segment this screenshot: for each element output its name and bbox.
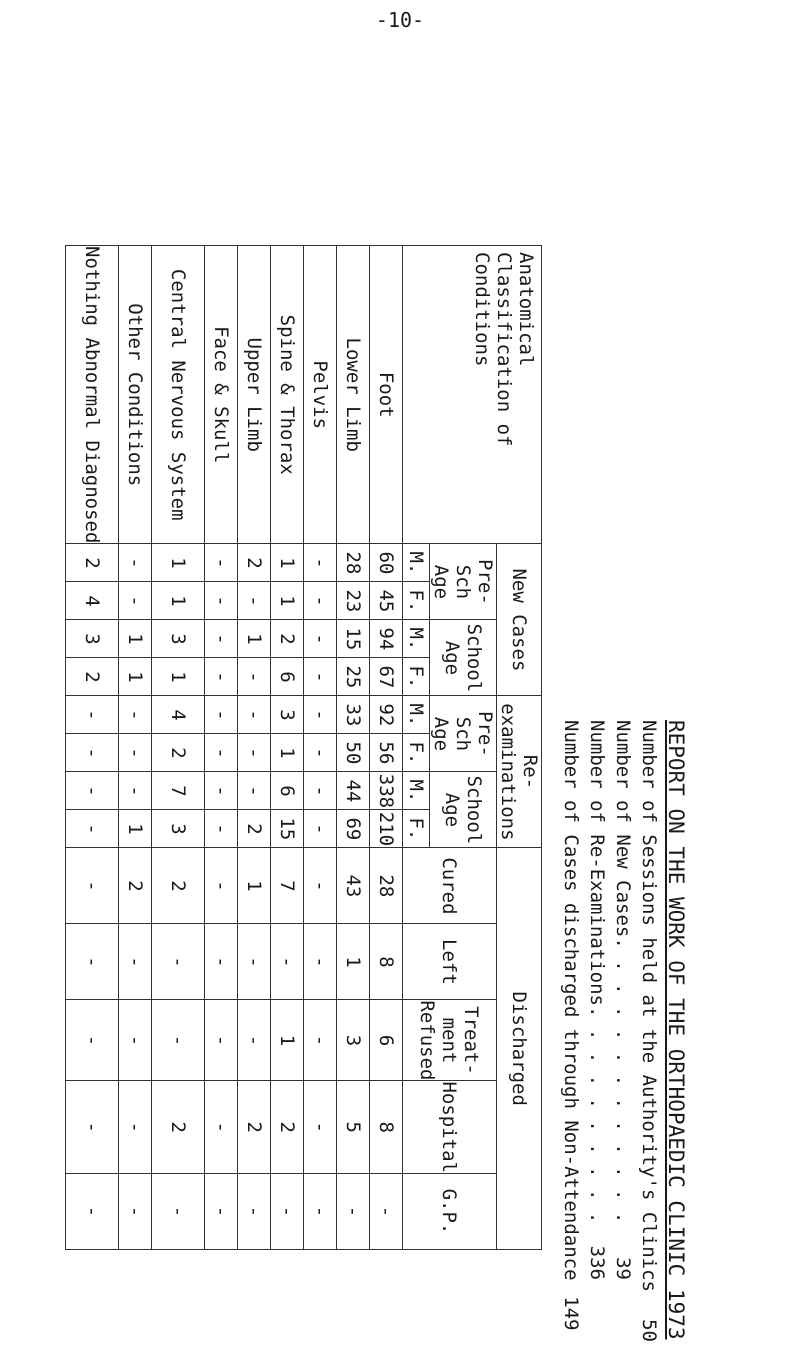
- table-row: [205, 246, 238, 1250]
- table-cell: -: [66, 772, 119, 810]
- stat-value: 149: [560, 1296, 582, 1331]
- table-cell: -: [66, 1081, 119, 1174]
- table-cell: 7: [152, 772, 205, 810]
- table-cell: -: [205, 734, 238, 772]
- table-cell: -: [304, 658, 337, 696]
- table-cell: 2: [152, 848, 205, 924]
- table-cell: 43: [337, 848, 370, 924]
- table-row: [119, 246, 152, 1250]
- table-cell: 28: [370, 848, 403, 924]
- table-cell: -: [238, 582, 271, 620]
- table-cell: -: [119, 544, 152, 582]
- table-cell: -: [304, 620, 337, 658]
- group-re-examinations: Re-examinations: [497, 696, 542, 848]
- table-cell: -: [238, 734, 271, 772]
- subgroup-school: School Age: [430, 620, 497, 696]
- subgroup-pre-school: Pre-Sch Age: [430, 696, 497, 772]
- row-header: Anatomical Classification of Conditions: [403, 246, 542, 544]
- table-cell: -: [238, 696, 271, 734]
- table-cell: -: [205, 848, 238, 924]
- table-cell: -: [304, 734, 337, 772]
- table-cell: -: [370, 1174, 403, 1250]
- table-cell: 4: [66, 582, 119, 620]
- orthopaedic-table: [65, 245, 542, 1250]
- table-cell: -: [152, 924, 205, 1000]
- table-cell: 1: [119, 620, 152, 658]
- table-cell: 2: [119, 848, 152, 924]
- table-cell: 2: [238, 544, 271, 582]
- condition-label: Spine & Thorax: [271, 246, 304, 544]
- table-cell: 25: [337, 658, 370, 696]
- group-new-cases: New Cases: [497, 544, 542, 696]
- table-row: [304, 246, 337, 1250]
- summary-stats: [558, 720, 662, 1342]
- col-gp: G.P.: [403, 1174, 497, 1250]
- table-cell: 3: [152, 620, 205, 658]
- table-cell: 28: [337, 544, 370, 582]
- stat-label: Number of Cases discharged through Non-Attendance: [560, 720, 582, 1281]
- rotated-page: [0, 180, 800, 1342]
- table-cell: -: [119, 734, 152, 772]
- table-cell: 5: [337, 1081, 370, 1174]
- table-cell: -: [66, 1174, 119, 1250]
- table-cell: 56: [370, 734, 403, 772]
- table-cell: -: [337, 1174, 370, 1250]
- table-cell: -: [205, 772, 238, 810]
- stat-row-new-cases: [610, 720, 636, 1280]
- table-cell: -: [66, 696, 119, 734]
- stat-row-sessions: [636, 720, 662, 1342]
- table-cell: -: [238, 772, 271, 810]
- leader-dots: [610, 937, 636, 1230]
- table-cell: 50: [337, 734, 370, 772]
- table-row: [271, 246, 304, 1250]
- table-row: [370, 246, 403, 1250]
- table-cell: 8: [370, 1081, 403, 1174]
- table-cell: -: [238, 658, 271, 696]
- table-cell: 60: [370, 544, 403, 582]
- sex-m: M.: [403, 772, 430, 810]
- col-left: Left: [403, 924, 497, 1000]
- table-cell: 44: [337, 772, 370, 810]
- table-cell: -: [304, 810, 337, 848]
- table-cell: -: [271, 924, 304, 1000]
- table-cell: 2: [271, 1081, 304, 1174]
- table-cell: 1: [152, 582, 205, 620]
- table-cell: -: [66, 810, 119, 848]
- table-cell: -: [205, 620, 238, 658]
- table-cell: -: [304, 696, 337, 734]
- table-cell: 1: [119, 810, 152, 848]
- table-row: [337, 246, 370, 1250]
- table-cell: 8: [370, 924, 403, 1000]
- table-cell: -: [119, 924, 152, 1000]
- table-cell: -: [152, 1000, 205, 1081]
- table-cell: 6: [370, 1000, 403, 1081]
- group-discharged: Discharged: [497, 848, 542, 1250]
- table-cell: -: [66, 1000, 119, 1081]
- table-cell: -: [238, 1174, 271, 1250]
- sex-m: M.: [403, 544, 430, 582]
- table-cell: -: [119, 1174, 152, 1250]
- table-cell: 1: [337, 924, 370, 1000]
- condition-label: Face & Skull: [205, 246, 238, 544]
- stat-value: 39: [612, 1257, 634, 1280]
- table-cell: 1: [238, 620, 271, 658]
- table-cell: 3: [271, 696, 304, 734]
- table-row: [152, 246, 205, 1250]
- condition-label: Other Conditions: [119, 246, 152, 544]
- table-cell: -: [205, 810, 238, 848]
- table-cell: 2: [238, 1081, 271, 1174]
- table-cell: 2: [66, 658, 119, 696]
- table-cell: -: [152, 1174, 205, 1250]
- table-cell: -: [205, 544, 238, 582]
- table-cell: 2: [271, 620, 304, 658]
- table-cell: 6: [271, 772, 304, 810]
- stat-row-discharged-non-attendance: [558, 720, 584, 1331]
- stat-label: Number of Sessions held at the Authority's Clinics: [638, 720, 660, 1292]
- table-cell: -: [205, 1000, 238, 1081]
- stat-value: 50: [638, 1319, 660, 1342]
- table-cell: 33: [337, 696, 370, 734]
- table-cell: 92: [370, 696, 403, 734]
- table-cell: -: [205, 1174, 238, 1250]
- table-body: [66, 246, 403, 1250]
- condition-label: Upper Limb: [238, 246, 271, 544]
- condition-label: Central Nervous System: [152, 246, 205, 544]
- table-cell: -: [66, 848, 119, 924]
- table-cell: -: [119, 1000, 152, 1081]
- sex-f: F.: [403, 658, 430, 696]
- stat-value: 336: [586, 1245, 608, 1280]
- condition-label: Lower Limb: [337, 246, 370, 544]
- subgroup-pre-school: Pre-Sch Age: [430, 544, 497, 620]
- table-cell: 2: [238, 810, 271, 848]
- table-cell: -: [119, 1081, 152, 1174]
- sex-f: F.: [403, 582, 430, 620]
- table-cell: 94: [370, 620, 403, 658]
- table-cell: -: [66, 924, 119, 1000]
- table-cell: 1: [152, 658, 205, 696]
- table-cell: 7: [271, 848, 304, 924]
- table-cell: -: [304, 772, 337, 810]
- table-cell: 2: [152, 1081, 205, 1174]
- table-cell: -: [304, 924, 337, 1000]
- sex-f: F.: [403, 810, 430, 848]
- table-row: [238, 246, 271, 1250]
- table-cell: -: [304, 1081, 337, 1174]
- table-cell: -: [205, 1081, 238, 1174]
- col-hospital: Hospital: [403, 1081, 497, 1174]
- table-cell: 67: [370, 658, 403, 696]
- sex-m: M.: [403, 620, 430, 658]
- table-cell: -: [304, 1174, 337, 1250]
- table-cell: -: [304, 544, 337, 582]
- table-cell: 1: [271, 1000, 304, 1081]
- table-cell: -: [238, 924, 271, 1000]
- table-cell: -: [304, 1000, 337, 1081]
- table-row: [66, 246, 119, 1250]
- table-cell: 210: [370, 810, 403, 848]
- col-cured: Cured: [403, 848, 497, 924]
- stat-label: Number of Re-Examinations: [586, 720, 608, 1006]
- table-cell: 15: [337, 620, 370, 658]
- condition-label: Nothing Abnormal Diagnosed: [66, 246, 119, 544]
- table-cell: -: [271, 1174, 304, 1250]
- table-cell: -: [205, 582, 238, 620]
- table-cell: -: [238, 1000, 271, 1081]
- table-cell: 338: [370, 772, 403, 810]
- table-cell: -: [66, 734, 119, 772]
- table-cell: 45: [370, 582, 403, 620]
- table-cell: 2: [66, 544, 119, 582]
- leader-dots: [584, 1006, 610, 1230]
- page-number: -10-: [375, 8, 425, 32]
- table-cell: 1: [271, 734, 304, 772]
- table-cell: 1: [152, 544, 205, 582]
- sex-m: M.: [403, 696, 430, 734]
- table-cell: -: [119, 696, 152, 734]
- table-cell: 69: [337, 810, 370, 848]
- table-cell: -: [205, 924, 238, 1000]
- condition-label: Foot: [370, 246, 403, 544]
- table-cell: -: [119, 582, 152, 620]
- table-cell: -: [119, 772, 152, 810]
- subgroup-school: School Age: [430, 772, 497, 848]
- table-cell: 1: [271, 582, 304, 620]
- table-cell: 3: [152, 810, 205, 848]
- table-cell: 23: [337, 582, 370, 620]
- sex-f: F.: [403, 734, 430, 772]
- table-cell: 1: [271, 544, 304, 582]
- col-treatment-refused: Treat-ment Refused: [403, 1000, 497, 1081]
- table-cell: 15: [271, 810, 304, 848]
- condition-label: Pelvis: [304, 246, 337, 544]
- table-cell: 3: [66, 620, 119, 658]
- table-cell: -: [205, 696, 238, 734]
- table-cell: -: [205, 658, 238, 696]
- report-title: REPORT ON THE WORK OF THE ORTHOPAEDIC CLINIC 1973: [664, 720, 688, 1340]
- table-cell: 6: [271, 658, 304, 696]
- table-cell: 2: [152, 734, 205, 772]
- table-cell: -: [304, 848, 337, 924]
- table-cell: 1: [238, 848, 271, 924]
- table-cell: -: [304, 582, 337, 620]
- table-cell: 1: [119, 658, 152, 696]
- table-cell: 3: [337, 1000, 370, 1081]
- stat-label: Number of New Cases: [612, 720, 634, 938]
- stat-row-re-examinations: [584, 720, 610, 1280]
- table-cell: 4: [152, 696, 205, 734]
